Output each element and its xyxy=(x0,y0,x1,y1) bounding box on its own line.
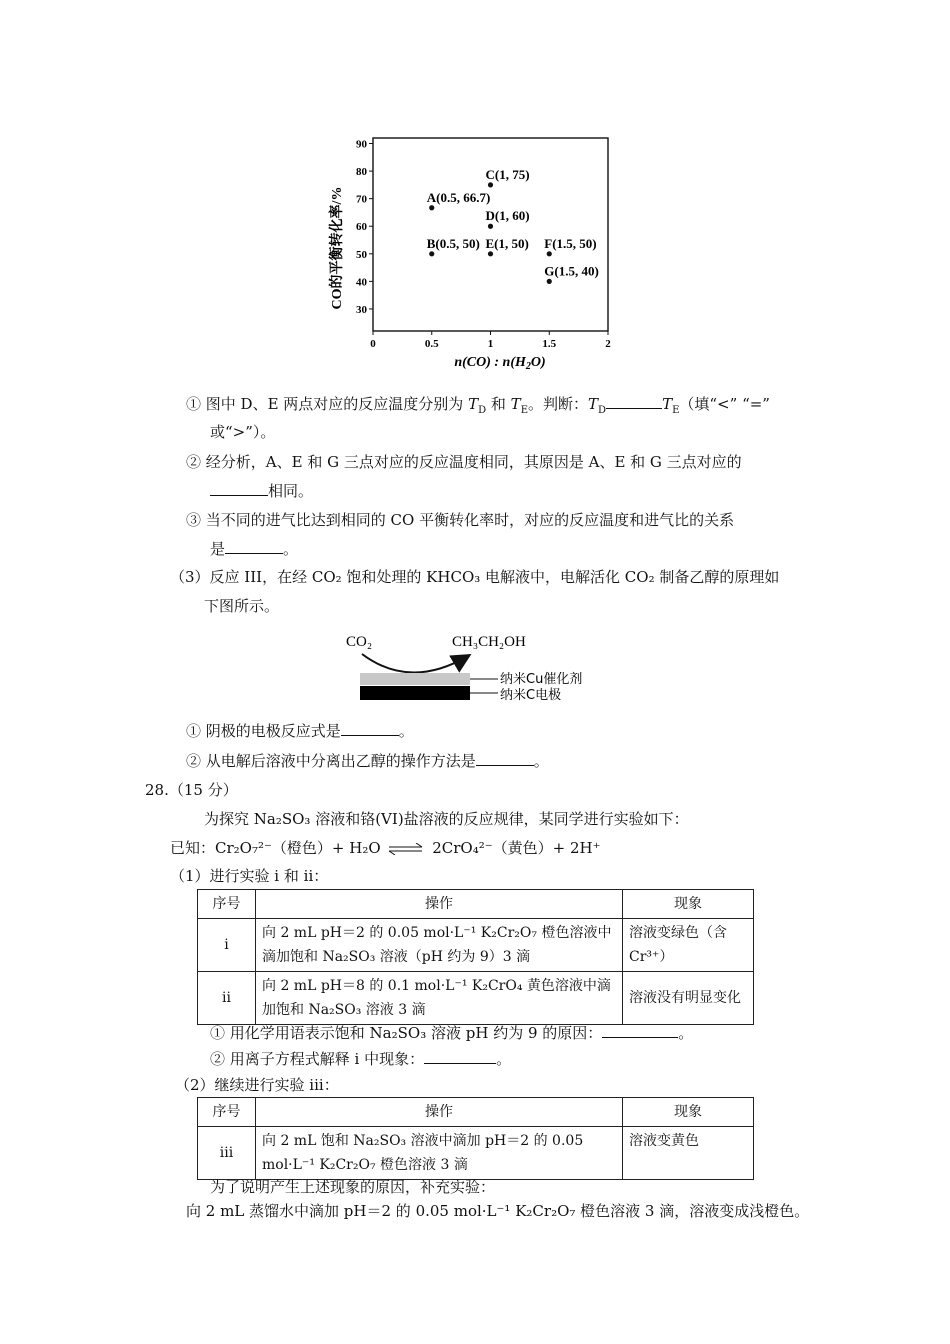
data-point-label: A(0.5, 66.7) xyxy=(426,189,491,205)
experiment-table-2 xyxy=(197,1097,754,1180)
x-tick-label: 1 xyxy=(487,338,494,350)
question-28-intro: 为探究 Na₂SO₃ 溶液和铬(VI)盐溶液的反应规律，某同学进行实验如下： xyxy=(204,810,689,828)
table-header-row xyxy=(198,1098,754,1127)
question-2-line1: ② 经分析，A、E 和 G 三点对应的反应温度相同，其原因是 A、E 和 G 三点对应的 xyxy=(186,453,742,471)
carbon-electrode-layer xyxy=(360,686,470,700)
cu-catalyst-label: 纳米Cu催化剂 xyxy=(500,672,583,687)
y-tick-label: 30 xyxy=(356,303,367,316)
experiment-table-1 xyxy=(197,889,754,1025)
y-tick-label: 60 xyxy=(356,221,367,234)
table-row xyxy=(198,972,754,1025)
header-cell: 现象 xyxy=(623,890,754,919)
question-28-heading: 28.（15 分） xyxy=(145,781,238,799)
x-tick-label: 0.5 xyxy=(424,338,439,350)
cu-catalyst-layer xyxy=(360,673,470,685)
question-2-line2: 相同。 xyxy=(210,481,313,501)
explain-line: 为了说明产生上述现象的原因，补充实验： xyxy=(210,1178,496,1196)
row-number: i xyxy=(198,919,256,972)
part-1-heading: （1）进行实验 i 和 ii： xyxy=(170,867,329,885)
header-cell: 现象 xyxy=(623,1098,754,1127)
y-tick-label: 50 xyxy=(356,248,367,261)
chart-points xyxy=(427,167,599,284)
data-point xyxy=(488,182,493,187)
chart-ylabel: CO的平衡转化率/% xyxy=(330,186,345,310)
reaction-arrow xyxy=(362,654,468,673)
data-point xyxy=(488,251,493,256)
c-electrode-label: 纳米C电极 xyxy=(500,688,562,703)
row-operation: 向 2 mL 饱和 Na₂SO₃ 溶液中滴加 pH＝2 的 0.05 mol·L⁻¹ K₂Cr₂O₇ 橙色溶液 3 滴 xyxy=(256,1127,623,1180)
sub3-a: ① 阴极的电极反应式是 。 xyxy=(186,722,414,740)
question-1-line1: ① 图中 D、E 两点对应的反应温度分别为 $T_D$ 和 $T_E$。判断：$T_D$ $T_E$（填“<” “=” xyxy=(186,395,770,416)
row-observation: 溶液变绿色（含 Cr³⁺） xyxy=(623,919,754,972)
co2-label: CO₂ xyxy=(346,634,373,650)
x-tick-label: 0 xyxy=(370,338,376,350)
co-conversion-scatter-chart xyxy=(325,128,615,378)
data-point-label: G(1.5, 40) xyxy=(544,263,599,279)
chart-xlabel: n(CO) : $n(H_2O)$ xyxy=(454,355,546,372)
row-operation: 向 2 mL pH＝8 的 0.1 mol·L⁻¹ K₂CrO₄ 黄色溶液中滴加饱和 Na₂SO₃ 溶液 3 滴 xyxy=(256,972,623,1025)
known-equilibrium: 已知：Cr₂O₇²⁻（橙色）+ H₂O 2CrO₄²⁻（黄色）+ 2H⁺ xyxy=(170,839,601,857)
ethanol-label: CH₃CH₂OH xyxy=(452,634,526,650)
answer-blank[interactable] xyxy=(606,394,662,409)
data-point-label: C(1, 75) xyxy=(485,166,530,182)
data-point-label: E(1, 50) xyxy=(485,235,529,251)
sub3-b: ② 从电解后溶液中分离出乙醇的操作方法是 。 xyxy=(186,752,549,770)
y-tick-label: 90 xyxy=(356,138,367,151)
data-point xyxy=(429,251,434,256)
equilibrium-arrows-icon xyxy=(388,843,424,855)
table-row xyxy=(198,919,754,972)
header-cell: 操作 xyxy=(256,890,623,919)
row-number: iii xyxy=(198,1127,256,1180)
question-3-line2: 是 。 xyxy=(210,540,299,558)
question-1-line2: 或“>”）。 xyxy=(210,423,276,441)
row-observation: 溶液变黄色 xyxy=(623,1127,754,1180)
part-2-heading: （2）继续进行实验 iii： xyxy=(175,1076,339,1094)
y-tick-label: 80 xyxy=(356,166,367,179)
sub28-2: ② 用离子方程式解释 i 中现象： 。 xyxy=(210,1050,512,1068)
row-operation: 向 2 mL pH＝2 的 0.05 mol·L⁻¹ K₂Cr₂O₇ 橙色溶液中滴加饱和 Na₂SO₃ 溶液（pH 约为 9）3 滴 xyxy=(256,919,623,972)
y-tick-label: 40 xyxy=(356,276,367,289)
data-point-label: D(1, 60) xyxy=(485,208,530,224)
x-tick-label: 1.5 xyxy=(542,338,557,350)
data-point xyxy=(429,205,434,210)
data-point xyxy=(488,224,493,229)
data-point-label: B(0.5, 50) xyxy=(426,235,480,251)
answer-blank[interactable] xyxy=(602,1023,678,1038)
table-header-row xyxy=(198,890,754,919)
header-cell: 序号 xyxy=(198,890,256,919)
data-point xyxy=(547,279,552,284)
answer-blank[interactable] xyxy=(341,721,399,736)
supplementary-experiment: 向 2 mL 蒸馏水中滴加 pH＝2 的 0.05 mol·L⁻¹ K₂Cr₂O₇ 橙色溶液 3 滴，溶液变成浅橙色。 xyxy=(186,1202,810,1220)
data-point-label: F(1.5, 50) xyxy=(544,235,597,251)
question-3-line1: ③ 当不同的进气比达到相同的 CO 平衡转化率时，对应的反应温度和进气比的关系 xyxy=(186,511,735,529)
part-3-line1: （3）反应 III，在经 CO₂ 饱和处理的 KHCO₃ 电解液中，电解活化 CO₂ 制备乙醇的原理如 xyxy=(170,568,780,586)
answer-blank[interactable] xyxy=(424,1049,496,1064)
part-3-line2: 下图所示。 xyxy=(204,597,280,615)
electrolysis-diagram xyxy=(340,628,620,708)
y-tick-label: 70 xyxy=(356,193,367,206)
answer-blank[interactable] xyxy=(225,539,283,554)
x-tick-label: 2 xyxy=(605,338,611,350)
header-cell: 操作 xyxy=(256,1098,623,1127)
data-point xyxy=(547,251,552,256)
sub28-1: ① 用化学用语表示饱和 Na₂SO₃ 溶液 pH 约为 9 的原因： 。 xyxy=(210,1024,694,1042)
row-number: ii xyxy=(198,972,256,1025)
header-cell: 序号 xyxy=(198,1098,256,1127)
answer-blank[interactable] xyxy=(476,751,534,766)
row-observation: 溶液没有明显变化 xyxy=(623,972,754,1025)
answer-blank[interactable] xyxy=(210,481,268,496)
table-row xyxy=(198,1127,754,1180)
